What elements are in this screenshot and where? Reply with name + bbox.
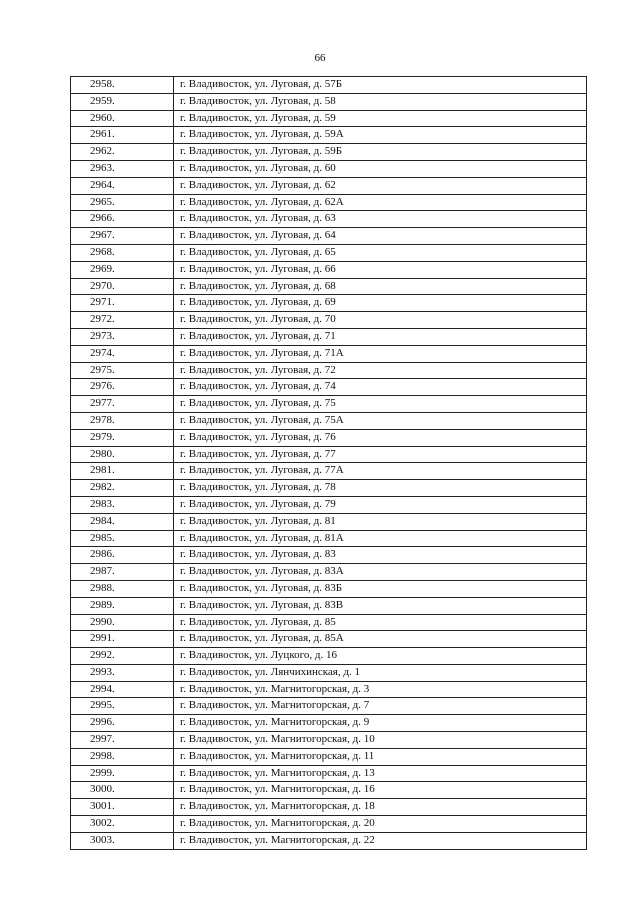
table-row xyxy=(71,799,587,816)
address-cell: г. Владивосток, ул. Лянчихинская, д. 1 xyxy=(174,664,587,681)
table-row xyxy=(71,631,587,648)
address-cell: г. Владивосток, ул. Магнитогорская, д. 3 xyxy=(174,681,587,698)
row-number-cell: 2995. xyxy=(71,698,174,715)
address-cell: г. Владивосток, ул. Луговая, д. 76 xyxy=(174,429,587,446)
table-row xyxy=(71,496,587,513)
address-cell: г. Владивосток, ул. Луговая, д. 58 xyxy=(174,93,587,110)
table-row xyxy=(71,211,587,228)
address-cell: г. Владивосток, ул. Магнитогорская, д. 13 xyxy=(174,765,587,782)
table-row xyxy=(71,715,587,732)
table-row xyxy=(71,580,587,597)
table-row xyxy=(71,782,587,799)
address-cell: г. Владивосток, ул. Магнитогорская, д. 7 xyxy=(174,698,587,715)
address-cell: г. Владивосток, ул. Магнитогорская, д. 10 xyxy=(174,732,587,749)
row-number-cell: 2988. xyxy=(71,580,174,597)
address-cell: г. Владивосток, ул. Луговая, д. 65 xyxy=(174,244,587,261)
table-row xyxy=(71,664,587,681)
address-cell: г. Владивосток, ул. Магнитогорская, д. 16 xyxy=(174,782,587,799)
table-row xyxy=(71,832,587,849)
row-number-cell: 3000. xyxy=(71,782,174,799)
table-row xyxy=(71,93,587,110)
row-number-cell: 2994. xyxy=(71,681,174,698)
table-row xyxy=(71,77,587,94)
row-number-cell: 2965. xyxy=(71,194,174,211)
row-number-cell: 2987. xyxy=(71,564,174,581)
row-number-cell: 2985. xyxy=(71,530,174,547)
row-number-cell: 2970. xyxy=(71,278,174,295)
row-number-cell: 3003. xyxy=(71,832,174,849)
row-number-cell: 2962. xyxy=(71,144,174,161)
address-cell: г. Владивосток, ул. Луговая, д. 71А xyxy=(174,345,587,362)
address-cell: г. Владивосток, ул. Луговая, д. 83Б xyxy=(174,580,587,597)
address-cell: г. Владивосток, ул. Магнитогорская, д. 22 xyxy=(174,832,587,849)
row-number-cell: 2990. xyxy=(71,614,174,631)
row-number-cell: 2963. xyxy=(71,160,174,177)
row-number-cell: 2966. xyxy=(71,211,174,228)
row-number-cell: 2974. xyxy=(71,345,174,362)
table-row xyxy=(71,379,587,396)
row-number-cell: 2968. xyxy=(71,244,174,261)
row-number-cell: 2986. xyxy=(71,547,174,564)
address-cell: г. Владивосток, ул. Луговая, д. 72 xyxy=(174,362,587,379)
row-number-cell: 2958. xyxy=(71,77,174,94)
address-cell: г. Владивосток, ул. Луговая, д. 60 xyxy=(174,160,587,177)
address-cell: г. Владивосток, ул. Луговая, д. 75А xyxy=(174,412,587,429)
row-number-cell: 2971. xyxy=(71,295,174,312)
table-row xyxy=(71,446,587,463)
row-number-cell: 2982. xyxy=(71,480,174,497)
address-cell: г. Владивосток, ул. Луговая, д. 81А xyxy=(174,530,587,547)
table-row xyxy=(71,194,587,211)
address-cell: г. Владивосток, ул. Луговая, д. 81 xyxy=(174,513,587,530)
address-cell: г. Владивосток, ул. Луговая, д. 69 xyxy=(174,295,587,312)
row-number-cell: 2977. xyxy=(71,396,174,413)
address-cell: г. Владивосток, ул. Луговая, д. 77А xyxy=(174,463,587,480)
address-cell: г. Владивосток, ул. Луговая, д. 59Б xyxy=(174,144,587,161)
row-number-cell: 2964. xyxy=(71,177,174,194)
table-row xyxy=(71,312,587,329)
row-number-cell: 2989. xyxy=(71,597,174,614)
address-cell: г. Владивосток, ул. Луговая, д. 77 xyxy=(174,446,587,463)
row-number-cell: 2976. xyxy=(71,379,174,396)
address-cell: г. Владивосток, ул. Луговая, д. 62А xyxy=(174,194,587,211)
address-cell: г. Владивосток, ул. Магнитогорская, д. 20 xyxy=(174,816,587,833)
row-number-cell: 2960. xyxy=(71,110,174,127)
row-number-cell: 2961. xyxy=(71,127,174,144)
table-row xyxy=(71,127,587,144)
address-cell: г. Владивосток, ул. Луговая, д. 83В xyxy=(174,597,587,614)
table-row xyxy=(71,748,587,765)
row-number-cell: 2981. xyxy=(71,463,174,480)
address-cell: г. Владивосток, ул. Луговая, д. 71 xyxy=(174,328,587,345)
page-number: 66 xyxy=(314,52,326,64)
row-number-cell: 2999. xyxy=(71,765,174,782)
address-table-body xyxy=(71,77,587,850)
table-row xyxy=(71,295,587,312)
table-row xyxy=(71,362,587,379)
table-row xyxy=(71,160,587,177)
row-number-cell: 2997. xyxy=(71,732,174,749)
table-row xyxy=(71,412,587,429)
table-row xyxy=(71,698,587,715)
table-row xyxy=(71,530,587,547)
address-cell: г. Владивосток, ул. Луговая, д. 85 xyxy=(174,614,587,631)
table-row xyxy=(71,278,587,295)
table-row xyxy=(71,463,587,480)
address-cell: г. Владивосток, ул. Луговая, д. 68 xyxy=(174,278,587,295)
table-row xyxy=(71,345,587,362)
row-number-cell: 2967. xyxy=(71,228,174,245)
table-row xyxy=(71,732,587,749)
table-row xyxy=(71,110,587,127)
row-number-cell: 2972. xyxy=(71,312,174,329)
address-cell: г. Владивосток, ул. Магнитогорская, д. 9 xyxy=(174,715,587,732)
table-row xyxy=(71,513,587,530)
table-row xyxy=(71,429,587,446)
address-cell: г. Владивосток, ул. Луговая, д. 62 xyxy=(174,177,587,194)
row-number-cell: 2991. xyxy=(71,631,174,648)
address-cell: г. Владивосток, ул. Луговая, д. 75 xyxy=(174,396,587,413)
row-number-cell: 2959. xyxy=(71,93,174,110)
address-cell: г. Владивосток, ул. Луговая, д. 79 xyxy=(174,496,587,513)
table-row xyxy=(71,816,587,833)
address-cell: г. Владивосток, ул. Луговая, д. 85А xyxy=(174,631,587,648)
table-row xyxy=(71,328,587,345)
row-number-cell: 2973. xyxy=(71,328,174,345)
address-cell: г. Владивосток, ул. Луговая, д. 63 xyxy=(174,211,587,228)
row-number-cell: 2992. xyxy=(71,648,174,665)
address-cell: г. Владивосток, ул. Луговая, д. 57Б xyxy=(174,77,587,94)
row-number-cell: 2969. xyxy=(71,261,174,278)
address-cell: г. Владивосток, ул. Луговая, д. 78 xyxy=(174,480,587,497)
row-number-cell: 2998. xyxy=(71,748,174,765)
row-number-cell: 2983. xyxy=(71,496,174,513)
address-cell: г. Владивосток, ул. Луговая, д. 83А xyxy=(174,564,587,581)
address-cell: г. Владивосток, ул. Луговая, д. 59А xyxy=(174,127,587,144)
table-row xyxy=(71,177,587,194)
table-row xyxy=(71,228,587,245)
address-cell: г. Владивосток, ул. Луцкого, д. 16 xyxy=(174,648,587,665)
table-row xyxy=(71,547,587,564)
table-row xyxy=(71,244,587,261)
row-number-cell: 2975. xyxy=(71,362,174,379)
address-cell: г. Владивосток, ул. Луговая, д. 59 xyxy=(174,110,587,127)
row-number-cell: 2993. xyxy=(71,664,174,681)
address-cell: г. Владивосток, ул. Магнитогорская, д. 11 xyxy=(174,748,587,765)
row-number-cell: 2980. xyxy=(71,446,174,463)
address-table xyxy=(70,76,587,850)
address-cell: г. Владивосток, ул. Луговая, д. 83 xyxy=(174,547,587,564)
address-cell: г. Владивосток, ул. Луговая, д. 66 xyxy=(174,261,587,278)
table-row xyxy=(71,614,587,631)
table-row xyxy=(71,261,587,278)
address-cell: г. Владивосток, ул. Магнитогорская, д. 18 xyxy=(174,799,587,816)
row-number-cell: 3002. xyxy=(71,816,174,833)
table-row xyxy=(71,681,587,698)
address-cell: г. Владивосток, ул. Луговая, д. 64 xyxy=(174,228,587,245)
address-cell: г. Владивосток, ул. Луговая, д. 70 xyxy=(174,312,587,329)
row-number-cell: 3001. xyxy=(71,799,174,816)
row-number-cell: 2979. xyxy=(71,429,174,446)
row-number-cell: 2996. xyxy=(71,715,174,732)
table-row xyxy=(71,765,587,782)
table-row xyxy=(71,597,587,614)
table-row xyxy=(71,396,587,413)
table-row xyxy=(71,648,587,665)
address-cell: г. Владивосток, ул. Луговая, д. 74 xyxy=(174,379,587,396)
table-row xyxy=(71,144,587,161)
table-row xyxy=(71,564,587,581)
row-number-cell: 2984. xyxy=(71,513,174,530)
table-row xyxy=(71,480,587,497)
row-number-cell: 2978. xyxy=(71,412,174,429)
